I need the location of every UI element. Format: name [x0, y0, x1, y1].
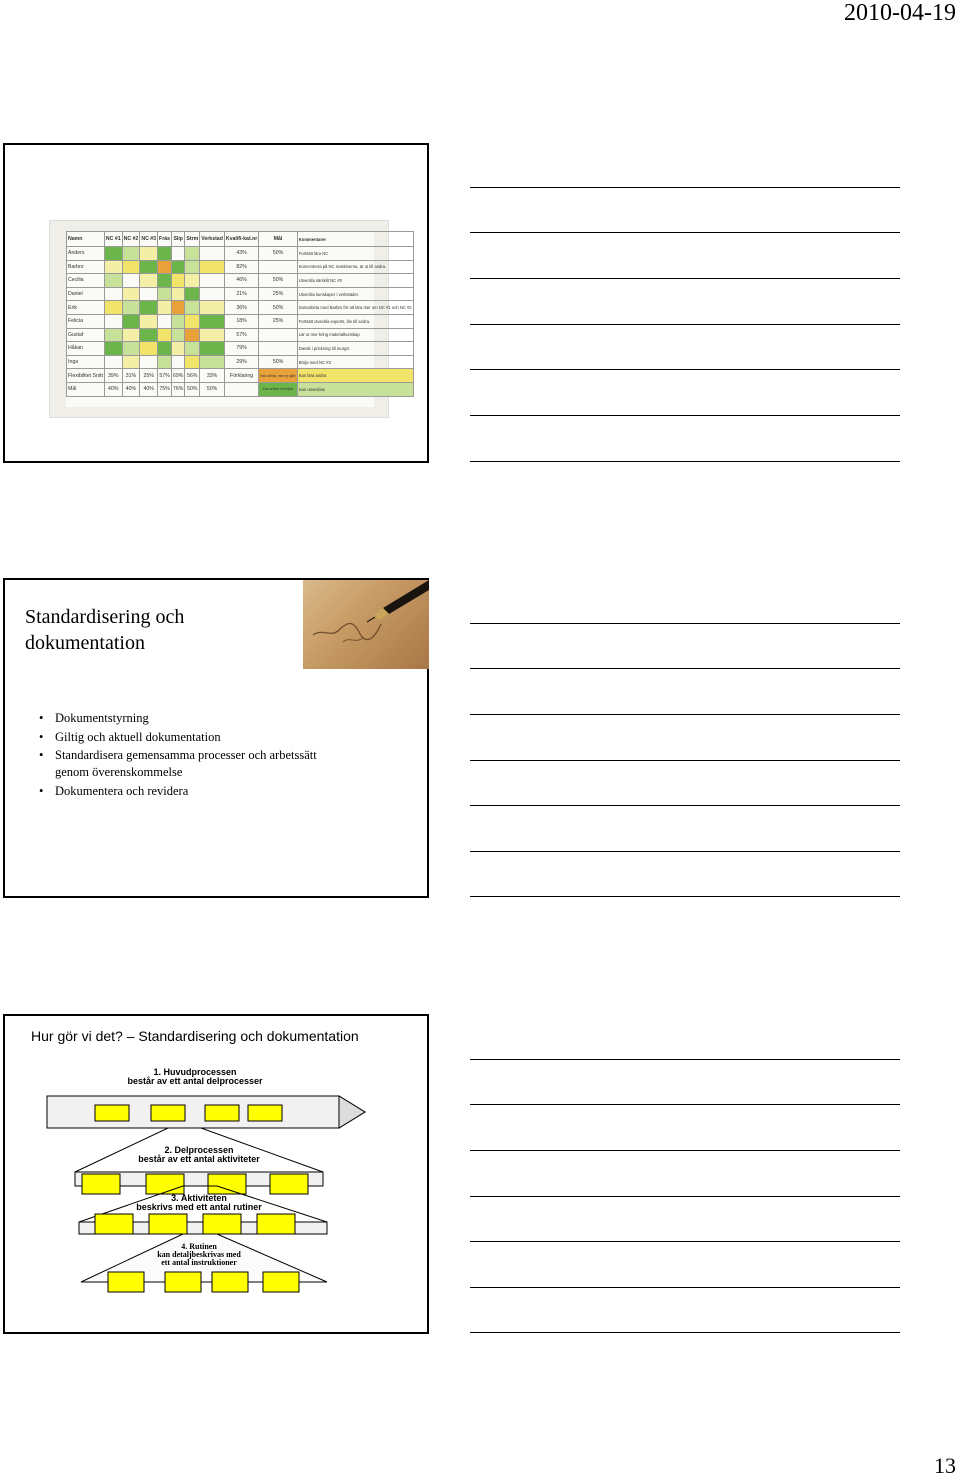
matrix-comment: Utveckla särskilt NC #2 [297, 274, 413, 288]
note-line [470, 714, 900, 715]
matrix-header: NC #3 [140, 232, 158, 247]
matrix-snitt-value: 31% [122, 369, 140, 383]
caption-line: 4. Rutinen [181, 1242, 217, 1251]
bullet-list [37, 710, 337, 801]
matrix-row [67, 355, 414, 369]
matrix-comment: Utveckla kunskaper i verkstäder. [297, 287, 413, 301]
process-hierarchy-diagram [5, 1016, 429, 1334]
matrix-snitt-value: 39% [104, 369, 122, 383]
matrix-row [67, 314, 414, 328]
matrix-name: Anders [67, 247, 105, 261]
note-line [470, 415, 900, 416]
note-line [470, 1241, 900, 1242]
matrix-mal-value: 40% [122, 382, 140, 396]
matrix-legend-item: Kan lära andra [297, 369, 413, 383]
caption-line: består av ett antal delprocesser [127, 1075, 263, 1086]
note-line [470, 1104, 900, 1105]
matrix-snitt-value: 69% [172, 369, 185, 383]
matrix-goal [259, 328, 297, 342]
note-line [470, 1150, 900, 1151]
note-line [470, 278, 900, 279]
matrix-qual: 29% [224, 355, 258, 369]
note-line [470, 324, 900, 325]
note-line [470, 1287, 900, 1288]
matrix-row [67, 328, 414, 342]
matrix-comment: Samarbeta med Barbro för att lära mer om NC #1 och NC #2 [297, 301, 413, 315]
matrix-comment: Dansk i prickning till murgö. [297, 342, 413, 356]
matrix-name: Barbro [67, 260, 105, 274]
matrix-goal: 25% [259, 287, 297, 301]
matrix-qual: 46% [224, 274, 258, 288]
matrix-header: Kommentarer [297, 232, 413, 247]
matrix-legend-label: Förklaring [224, 369, 258, 383]
matrix-name: Erik [67, 301, 105, 315]
page-number: 13 [934, 1453, 956, 1478]
note-line [470, 369, 900, 370]
competence-matrix-photo [49, 220, 412, 418]
matrix-qual: 36% [224, 301, 258, 315]
matrix-row [67, 274, 414, 288]
header-date: 2010-04-19 [844, 0, 956, 26]
matrix-goal: 50% [259, 274, 297, 288]
level-2-caption [99, 1146, 299, 1163]
matrix-legend-item: Kan utvecklas [297, 382, 413, 396]
bullet-item: • Standardisera gemensamma processer och arbetssätt genom överenskommelse [37, 747, 337, 781]
matrix-mal-value: 76% [172, 382, 185, 396]
note-line [470, 461, 900, 462]
matrix-comment: Koncentrera på NC maskinerna, är ut till andra. [297, 260, 413, 274]
matrix-comment: Börja med NC #3 [297, 355, 413, 369]
bullet-item: • Dokumentera och revidera [37, 783, 337, 800]
matrix-header: Slip [172, 232, 185, 247]
slide-title: Standardisering och dokumentation [25, 606, 185, 654]
matrix-name: Inga [67, 355, 105, 369]
caption-line: 2. Delprocessen [164, 1145, 234, 1155]
caption-line: 1. Huvudprocessen [153, 1067, 237, 1077]
matrix-goal: 50% [259, 247, 297, 261]
matrix-snitt-value: 57% [158, 369, 172, 383]
bullet-item: • Giltig och aktuell dokumentation [37, 729, 337, 746]
note-line [470, 1059, 900, 1060]
matrix-name: Cecilia [67, 274, 105, 288]
matrix-row [67, 342, 414, 356]
matrix-name: Håkan [67, 342, 105, 356]
matrix-header: Fräs [158, 232, 172, 247]
matrix-goal [259, 342, 297, 356]
matrix-mal-label: Mål [67, 382, 105, 396]
matrix-row [67, 260, 414, 274]
matrix-goal [259, 260, 297, 274]
caption-line: beskrivs med ett antal rutiner [136, 1201, 262, 1212]
matrix-row [67, 301, 414, 315]
slide-title: Hur gör vi det? – Standardisering och dokumentation [31, 1028, 359, 1044]
matrix-goal: 25% [259, 314, 297, 328]
note-line [470, 851, 900, 852]
caption-line: består av ett antal aktiviteter [138, 1153, 260, 1164]
matrix-qual: 79% [224, 342, 258, 356]
caption-line: ett antal instruktioner [161, 1258, 237, 1267]
matrix-snitt-value: 25% [140, 369, 158, 383]
slide-3 [3, 1014, 429, 1334]
matrix-name: Daniel [67, 287, 105, 301]
matrix-mal-value: 50% [200, 382, 225, 396]
note-line [470, 623, 900, 624]
matrix-comment: Fortsätt lära NC [297, 247, 413, 261]
matrix-qual: 43% [224, 247, 258, 261]
matrix-snitt-value: 56% [185, 369, 200, 383]
matrix-snitt-row [67, 369, 414, 383]
matrix-mal-value: 75% [158, 382, 172, 396]
note-line [470, 1332, 900, 1333]
matrix-mal-value: 40% [140, 382, 158, 396]
note-line [470, 668, 900, 669]
matrix-header: Kvalifi-kat.nr [224, 232, 258, 247]
matrix-qual: 57% [224, 328, 258, 342]
note-line [470, 896, 900, 897]
matrix-mal-value: 50% [185, 382, 200, 396]
note-line [470, 760, 900, 761]
slide-1 [3, 143, 429, 463]
matrix-qual: 18% [224, 314, 258, 328]
matrix-mal-row [67, 382, 414, 396]
matrix-header: NC #2 [122, 232, 140, 247]
matrix-qual: 82% [224, 260, 258, 274]
matrix-row [67, 287, 414, 301]
pen-writing-image [303, 580, 429, 669]
slide-2 [3, 578, 429, 898]
note-line [470, 187, 900, 188]
matrix-header: Namn [67, 232, 105, 247]
matrix-header: NC #1 [104, 232, 122, 247]
matrix-snitt-label: Flexibilitet Snitt [67, 369, 105, 383]
note-line [470, 232, 900, 233]
matrix-header: Mål [259, 232, 297, 247]
caption-line: kan detaljbeskrivas med [157, 1250, 241, 1259]
caption-line: 3. Aktiviteten [171, 1193, 227, 1203]
matrix-row [67, 247, 414, 261]
matrix-goal: 50% [259, 301, 297, 315]
matrix-legend-item: Kan arbeta helt själv [259, 382, 297, 396]
matrix-name: Felicia [67, 314, 105, 328]
matrix-header: Strm [185, 232, 200, 247]
level-3-caption [99, 1194, 299, 1211]
matrix-comment: Fortsätt utveckla experts, lite till andra. [297, 314, 413, 328]
level-1-caption [95, 1068, 295, 1085]
competence-matrix-table [66, 231, 412, 407]
level-4-caption [99, 1243, 299, 1267]
matrix-header: Verkstad [200, 232, 225, 247]
fountain-pen-icon [303, 580, 429, 669]
matrix-name: Gustaf [67, 328, 105, 342]
matrix-goal: 50% [259, 355, 297, 369]
matrix-legend-item: Kan utföra, men ej själv [259, 369, 297, 383]
matrix-comment: Lär ut mer kring materialkunskap [297, 328, 413, 342]
matrix-mal-value: 40% [104, 382, 122, 396]
note-line [470, 1196, 900, 1197]
note-line [470, 805, 900, 806]
matrix-qual: 21% [224, 287, 258, 301]
bullet-item: • Dokumentstyrning [37, 710, 337, 727]
matrix-snitt-value: 33% [200, 369, 225, 383]
